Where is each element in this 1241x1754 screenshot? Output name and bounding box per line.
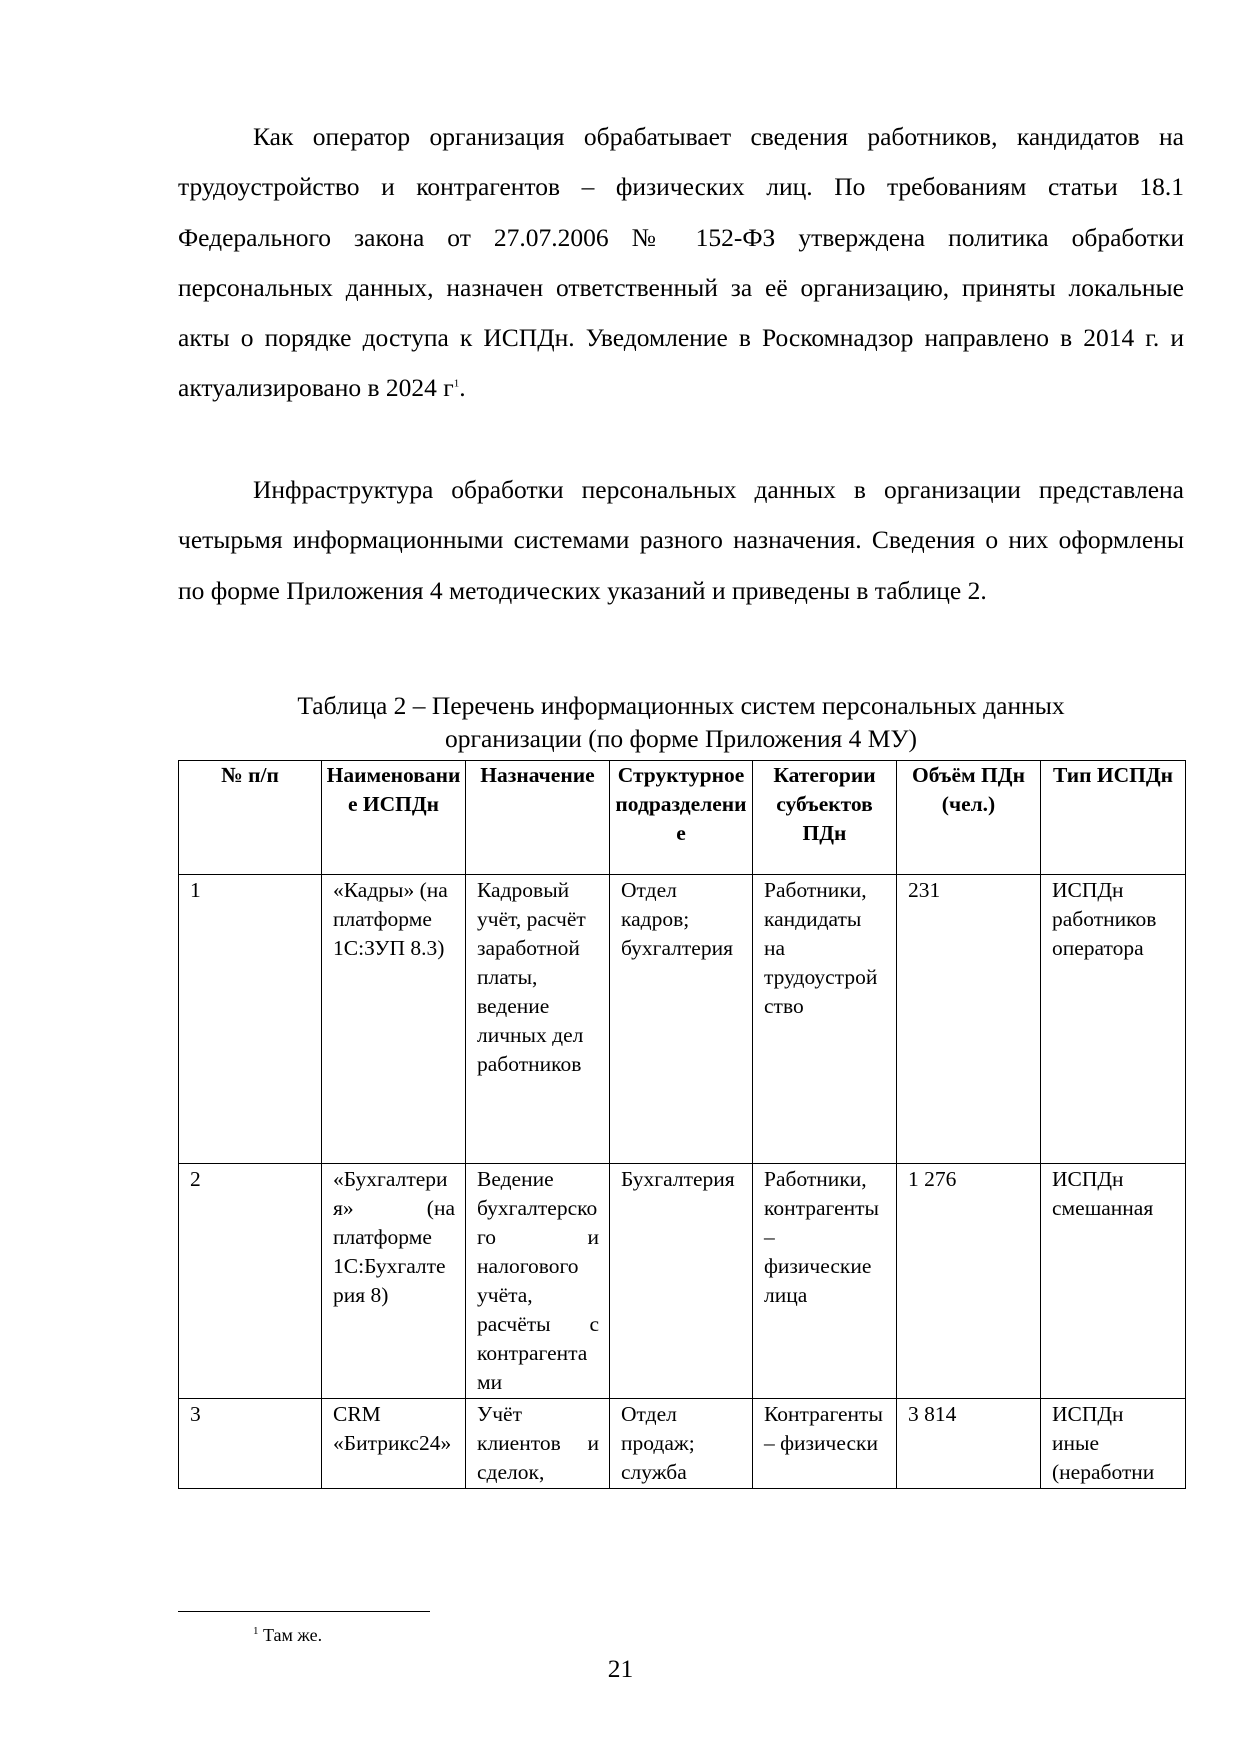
cell-department: Отдел продаж; служба (610, 1399, 753, 1489)
header-subject-categories: Категории субъектов ПДн (753, 761, 897, 875)
table-caption (178, 689, 1184, 755)
cell-subject-categories: Работники, контрагенты – физические лица (753, 1164, 897, 1399)
table-row (179, 1399, 1186, 1489)
cell-subject-categories: Контрагенты – физически (753, 1399, 897, 1489)
footnote (253, 1619, 322, 1647)
cell-volume: 1 276 (897, 1164, 1041, 1399)
cell-name: CRM «Битрикс24» (322, 1399, 466, 1489)
table-caption-line2: организации (по форме Приложения 4 МУ) (445, 724, 917, 753)
cell-name: «Кадры» (на платформе 1С:ЗУП 8.3) (322, 875, 466, 1164)
cell-purpose: Кадровый учёт, расчёт заработной платы, ведение личных дел работников (466, 875, 610, 1164)
header-volume: Объём ПДн (чел.) (897, 761, 1041, 875)
cell-subject-categories: Работники, кандидаты на трудоустройство (753, 875, 897, 1164)
cell-name: «Бухгалтерия» (на платформе 1С:Бухгалтерия 8) (322, 1164, 466, 1399)
cell-volume: 3 814 (897, 1399, 1041, 1489)
page-number: 21 (607, 1654, 634, 1683)
cell-purpose: Учёт клиентов и сделок, (466, 1399, 610, 1489)
cell-number: 2 (179, 1164, 322, 1399)
header-name: Наименование ИСПДн (322, 761, 466, 875)
cell-type: ИСПДн смешанная (1041, 1164, 1186, 1399)
header-department: Структурное подразделение (610, 761, 753, 875)
cell-type: ИСПДн иные (неработни (1041, 1399, 1186, 1489)
header-type: Тип ИСПДн (1041, 761, 1186, 875)
footnote-number: 1 (253, 1625, 259, 1637)
cell-department: Бухгалтерия (610, 1164, 753, 1399)
cell-number: 1 (179, 875, 322, 1164)
paragraph-operator-text: Как оператор организация обрабатывает сведения работников, кандидатов на трудоустройство и контрагентов – физических лиц. По требованиям статьи 18.1 Федерального закона от 27.07.2006 № 152-ФЗ утверждена политика обработки персональных данных, назначен ответственный за её организацию, приняты локальные акты о порядке доступа к ИСПДн. Уведомление в Роскомнадзор направлено в 2014 г. и актуализировано в 2024 г (178, 122, 1184, 403)
cell-department: Отдел кадров; бухгалтерия (610, 875, 753, 1164)
paragraph-infrastructure: Инфраструктура обработки персональных данных в организации представлена четырьмя информационными системами разного назначения. Сведения о них оформлены по форме Приложения 4 методических указаний и приведены в таблице 2. (178, 475, 1184, 605)
cell-number: 3 (179, 1399, 322, 1489)
table-caption-line1: Таблица 2 – Перечень информационных систем персональных данных (297, 691, 1065, 720)
header-purpose: Назначение (466, 761, 610, 875)
paragraph-operator (178, 112, 1184, 414)
footnote-separator (178, 1611, 430, 1612)
footnote-text: Там же. (263, 1625, 323, 1645)
cell-type: ИСПДн работников оператора (1041, 875, 1186, 1164)
cell-volume: 231 (897, 875, 1041, 1164)
footnote-reference[interactable]: 1 (453, 377, 460, 390)
cell-purpose: Ведение бухгалтерского и налогового учёта, расчёты с контрагентами (466, 1164, 610, 1399)
ispdn-table (178, 760, 1186, 1489)
table-row (179, 875, 1186, 1164)
table-header-row (179, 761, 1186, 875)
paragraph-operator-end: . (459, 373, 466, 403)
table-row (179, 1164, 1186, 1399)
header-number: № п/п (179, 761, 322, 875)
